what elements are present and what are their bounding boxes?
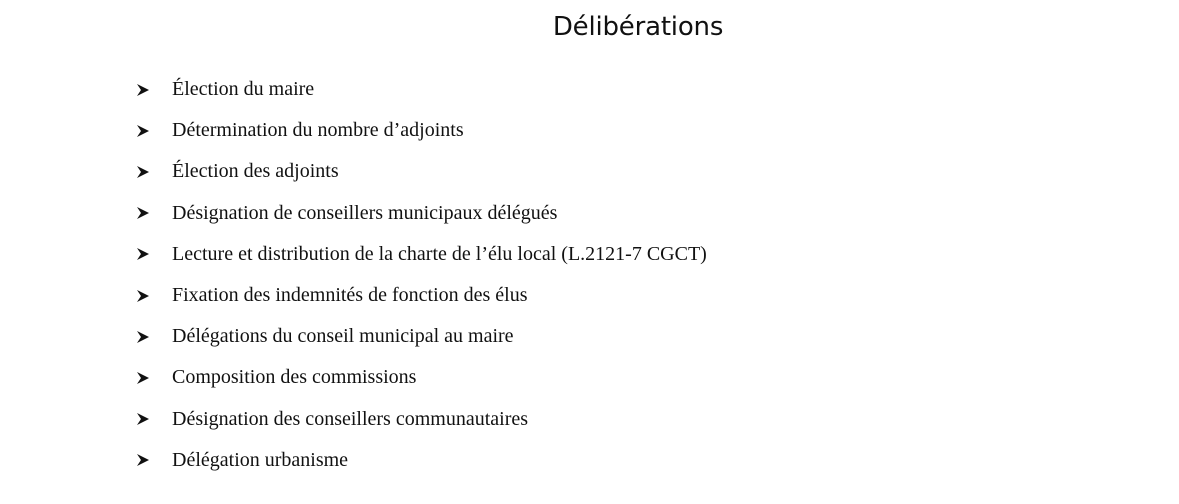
arrowhead-bullet-icon (134, 368, 172, 388)
arrowhead-bullet-icon (134, 244, 172, 264)
list-item (134, 357, 707, 398)
arrowhead-bullet-icon (134, 450, 172, 470)
arrowhead-bullet-icon (134, 409, 172, 429)
arrowhead-bullet-icon (134, 327, 172, 347)
arrowhead-bullet-icon (134, 286, 172, 306)
list-item (134, 110, 707, 151)
list-item (134, 399, 707, 440)
list-item (134, 234, 707, 275)
list-item (134, 316, 707, 357)
arrowhead-bullet-icon (134, 203, 172, 223)
list-item-label: Délégation urbanisme (172, 448, 349, 471)
page-title: Délibérations (552, 12, 724, 42)
arrowhead-bullet-icon (134, 162, 172, 182)
deliberations-list (134, 69, 707, 481)
list-item-label: Lecture et distribution de la charte de l’élu local (L.2121-7 CGCT) (172, 242, 707, 265)
arrowhead-bullet-icon (134, 121, 172, 141)
list-item-label: Délégations du conseil municipal au maire (172, 325, 514, 348)
list-item-label: Élection des adjoints (172, 160, 339, 183)
list-item (134, 275, 707, 316)
list-item-label: Fixation des indemnités de fonction des élus (172, 284, 528, 307)
list-item (134, 151, 707, 192)
list-item-label: Composition des commissions (172, 366, 417, 389)
list-item (134, 69, 707, 110)
list-item-label: Désignation de conseillers municipaux délégués (172, 201, 558, 224)
list-item (134, 440, 707, 481)
list-item-label: Désignation des conseillers communautaires (172, 407, 529, 430)
list-item-label: Élection du maire (172, 78, 315, 101)
arrowhead-bullet-icon (134, 80, 172, 100)
list-item-label: Détermination du nombre d’adjoints (172, 119, 464, 142)
list-item (134, 193, 707, 234)
